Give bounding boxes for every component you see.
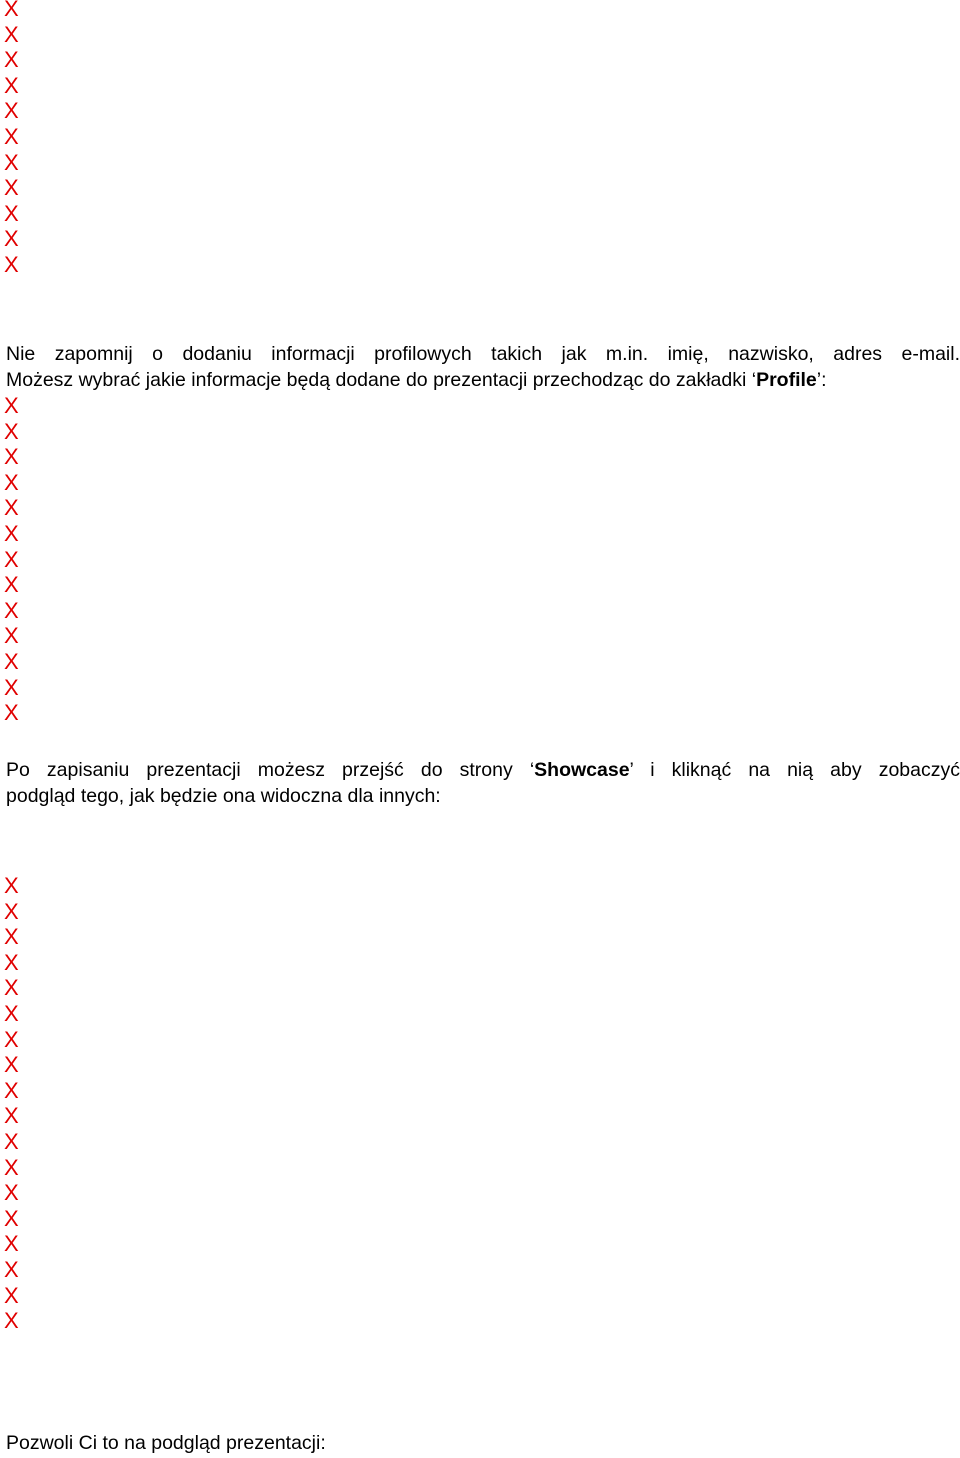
broken-image-icon: X <box>4 123 19 149</box>
broken-image-icon: X <box>4 1180 19 1206</box>
broken-image-icon: X <box>4 949 19 975</box>
broken-image-icon: X <box>4 251 19 277</box>
broken-image-icon: X <box>4 546 19 572</box>
profile-tab-name: Profile <box>756 369 817 391</box>
broken-image-icon: X <box>4 444 19 470</box>
showcase-line-1-end: ’ i kliknąć na nią aby zobaczyć <box>629 759 960 781</box>
broken-image-icon: X <box>4 200 19 226</box>
broken-image-icon: X <box>4 469 19 495</box>
broken-image-icon: X <box>4 149 19 175</box>
broken-image-block-3 <box>4 873 19 1334</box>
broken-image-icon: X <box>4 572 19 598</box>
broken-image-icon: X <box>4 1308 19 1334</box>
paragraph-showcase-line-1 <box>6 757 960 783</box>
broken-image-icon: X <box>4 1026 19 1052</box>
broken-image-icon: X <box>4 393 19 418</box>
showcase-line-1-text: Po zapisaniu prezentacji możesz przejść do strony ‘ <box>6 759 535 781</box>
paragraph-showcase-line-2: podgląd tego, jak będzie ona widoczna dla innych: <box>6 785 441 807</box>
broken-image-icon: X <box>4 898 19 924</box>
paragraph-profile-info <box>6 341 960 393</box>
broken-image-icon: X <box>4 1128 19 1154</box>
broken-image-icon: X <box>4 700 19 726</box>
broken-image-icon: X <box>4 1231 19 1257</box>
showcase-page-name: Showcase <box>534 759 630 781</box>
broken-image-icon: X <box>4 98 19 124</box>
broken-image-icon: X <box>4 597 19 623</box>
broken-image-icon: X <box>4 1256 19 1282</box>
broken-image-icon: X <box>4 495 19 521</box>
broken-image-icon: X <box>4 1282 19 1308</box>
broken-image-icon: X <box>4 873 19 898</box>
profile-line-2-text: Możesz wybrać jakie informacje będą dodane do prezentacji przechodząc do zakładki ‘ <box>6 369 757 391</box>
broken-image-icon: X <box>4 1154 19 1180</box>
broken-image-icon: X <box>4 418 19 444</box>
profile-line-2-end: ’: <box>816 369 827 391</box>
broken-image-icon: X <box>4 0 19 21</box>
broken-image-icon: X <box>4 1103 19 1129</box>
broken-image-icon: X <box>4 623 19 649</box>
paragraph-preview-line-1: Pozwoli Ci to na podgląd prezentacji: <box>6 1432 326 1454</box>
broken-image-icon: X <box>4 21 19 47</box>
broken-image-icon: X <box>4 1205 19 1231</box>
broken-image-icon: X <box>4 1052 19 1078</box>
broken-image-icon: X <box>4 175 19 201</box>
paragraph-profile-line-2 <box>6 367 960 393</box>
paragraph-preview <box>6 1430 960 1456</box>
broken-image-block-2 <box>4 393 19 726</box>
broken-image-block-1 <box>4 0 19 278</box>
broken-image-icon: X <box>4 648 19 674</box>
broken-image-icon: X <box>4 975 19 1001</box>
broken-image-icon: X <box>4 226 19 252</box>
broken-image-icon: X <box>4 72 19 98</box>
paragraph-profile-line-1: Nie zapomnij o dodaniu informacji profilowych takich jak m.in. imię, nazwisko, adres e-mail. <box>6 343 960 365</box>
paragraph-showcase <box>6 757 960 809</box>
broken-image-icon: X <box>4 1077 19 1103</box>
broken-image-icon: X <box>4 674 19 700</box>
broken-image-icon: X <box>4 1000 19 1026</box>
broken-image-icon: X <box>4 47 19 73</box>
broken-image-icon: X <box>4 520 19 546</box>
broken-image-icon: X <box>4 924 19 950</box>
